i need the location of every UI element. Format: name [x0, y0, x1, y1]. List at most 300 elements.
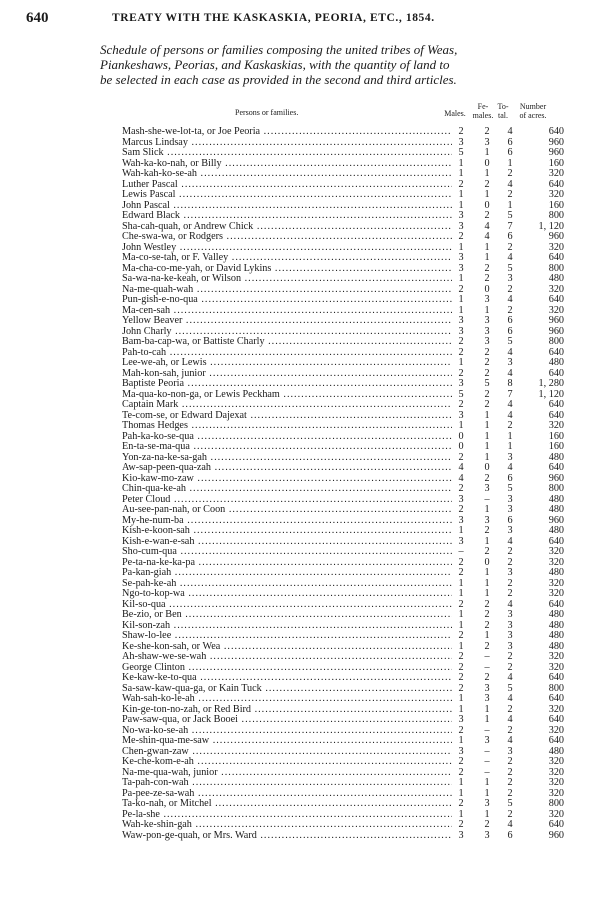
males-count: 3	[452, 747, 470, 758]
males-count: 1	[452, 810, 470, 821]
total-count: 2	[501, 768, 519, 779]
table-row	[120, 631, 580, 642]
females-count: 1	[478, 537, 496, 548]
total-count: 4	[501, 463, 519, 474]
total-count: 3	[501, 642, 519, 653]
person-name: En-ta-se-ma-qua .....	[122, 442, 452, 453]
person-name: Mah-kon-sah, junior .....	[122, 369, 452, 380]
males-count: 0	[452, 432, 470, 443]
acres-count: 160	[524, 201, 566, 212]
acres-count: 320	[524, 705, 566, 716]
acres-count: 640	[524, 736, 566, 747]
person-name: Chin-qua-ke-ah .....	[122, 484, 452, 495]
table-row	[120, 820, 580, 831]
acres-count: 640	[524, 820, 566, 831]
males-count: 2	[452, 652, 470, 663]
males-count: 2	[452, 348, 470, 359]
acres-count: 640	[524, 348, 566, 359]
total-count: 4	[501, 253, 519, 264]
person-name: Sa-saw-kaw-qua-ga, or Kain Tuck .....	[122, 684, 452, 695]
females-count: 1	[478, 505, 496, 516]
schedule-title-line: Piankeshaws, Peorias, and Kaskaskias, with the quantity of land to	[100, 57, 450, 72]
acres-count: 800	[524, 211, 566, 222]
females-count: 3	[478, 484, 496, 495]
females-count: 1	[478, 778, 496, 789]
acres-count: 160	[524, 442, 566, 453]
acres-count: 480	[524, 631, 566, 642]
total-count: 2	[501, 810, 519, 821]
person-name: John Charly .....	[122, 327, 452, 338]
total-count: 6	[501, 232, 519, 243]
acres-count: 640	[524, 715, 566, 726]
females-count: 2	[478, 526, 496, 537]
males-count: 1	[452, 306, 470, 317]
females-count: 2	[478, 211, 496, 222]
acres-count: 320	[524, 558, 566, 569]
acres-count: 480	[524, 747, 566, 758]
acres-count: 960	[524, 232, 566, 243]
person-name: Te-com-se, or Edward Dajexat .....	[122, 411, 452, 422]
table-row	[120, 610, 580, 621]
males-count: 1	[452, 789, 470, 800]
total-count: 2	[501, 306, 519, 317]
females-count: 3	[478, 684, 496, 695]
males-count: 3	[452, 253, 470, 264]
acres-count: 640	[524, 463, 566, 474]
males-count: 1	[452, 778, 470, 789]
acres-count: 320	[524, 810, 566, 821]
total-count: 1	[501, 442, 519, 453]
total-count: 4	[501, 295, 519, 306]
males-count: 3	[452, 715, 470, 726]
table-row	[120, 190, 580, 201]
acres-count: 320	[524, 778, 566, 789]
table-row	[120, 673, 580, 684]
person-name: Sam Slick .....	[122, 148, 452, 159]
total-count: 5	[501, 211, 519, 222]
table-row	[120, 421, 580, 432]
total-count: 4	[501, 736, 519, 747]
person-name: John Pascal .....	[122, 201, 452, 212]
table-row	[120, 505, 580, 516]
acres-count: 480	[524, 274, 566, 285]
females-count: 1	[478, 169, 496, 180]
total-count: 2	[501, 547, 519, 558]
total-count: 3	[501, 274, 519, 285]
acres-count: 320	[524, 190, 566, 201]
table-row	[120, 715, 580, 726]
total-count: 2	[501, 778, 519, 789]
total-count: 3	[501, 621, 519, 632]
person-name: Sa-wa-na-ke-keah, or Wilson .....	[122, 274, 452, 285]
females-count: 3	[478, 337, 496, 348]
females-count: 2	[478, 274, 496, 285]
acres-count: 640	[524, 127, 566, 138]
total-count: 6	[501, 516, 519, 527]
females-count: 2	[478, 621, 496, 632]
females-count: 1	[478, 306, 496, 317]
males-count: 1	[452, 169, 470, 180]
schedule-title-line: Schedule of persons or families composing the united tribes of Weas,	[100, 42, 458, 57]
females-count: 1	[478, 253, 496, 264]
acres-count: 320	[524, 421, 566, 432]
females-count: 2	[478, 390, 496, 401]
total-count: 3	[501, 495, 519, 506]
females-count: 1	[478, 579, 496, 590]
total-count: 4	[501, 348, 519, 359]
total-count: 2	[501, 757, 519, 768]
person-name: Chen-gwan-zaw .....	[122, 747, 452, 758]
males-count: 1	[452, 736, 470, 747]
males-count: 4	[452, 474, 470, 485]
males-count: 1	[452, 201, 470, 212]
total-count: 6	[501, 474, 519, 485]
females-count: 2	[478, 820, 496, 831]
schedule-title-line: be selected in each case as provided in the second and third articles.	[100, 72, 457, 87]
table-row	[120, 169, 580, 180]
females-count: 1	[478, 411, 496, 422]
running-title: TREATY WITH THE KASKASKIA, PEORIA, ETC., 1854.	[112, 12, 435, 24]
total-count: 2	[501, 190, 519, 201]
females-count: –	[478, 495, 496, 506]
males-count: 1	[452, 705, 470, 716]
person-name: Yon-za-na-ke-sa-gah .....	[122, 453, 452, 464]
person-name: Kio-kaw-mo-zaw .....	[122, 474, 452, 485]
total-count: 2	[501, 579, 519, 590]
total-count: 7	[501, 222, 519, 233]
column-headers	[120, 101, 580, 127]
total-count: 3	[501, 747, 519, 758]
acres-count: 960	[524, 474, 566, 485]
males-count: 2	[452, 180, 470, 191]
females-count: 2	[478, 673, 496, 684]
person-name: Aw-sap-peen-qua-zah .....	[122, 463, 452, 474]
females-count: 2	[478, 369, 496, 380]
person-name: Pa-kan-giah .....	[122, 568, 452, 579]
acres-count: 960	[524, 831, 566, 842]
total-count: 4	[501, 369, 519, 380]
person-name: Wah-ke-shin-gah .....	[122, 820, 452, 831]
total-count: 3	[501, 505, 519, 516]
males-count: 2	[452, 558, 470, 569]
person-name: George Clinton .....	[122, 663, 452, 674]
males-count: 2	[452, 453, 470, 464]
males-count: 2	[452, 505, 470, 516]
person-name: Lewis Pascal .....	[122, 190, 452, 201]
person-name: Se-pah-ke-ah .....	[122, 579, 452, 590]
person-name: Kish-e-wan-e-sah .....	[122, 537, 452, 548]
females-count: 3	[478, 138, 496, 149]
person-name: Me-shin-qua-me-saw .....	[122, 736, 452, 747]
females-count: –	[478, 757, 496, 768]
person-name: Bam-ba-cap-wa, or Battiste Charly .....	[122, 337, 452, 348]
males-count: 3	[452, 537, 470, 548]
females-count: 0	[478, 558, 496, 569]
males-count: 2	[452, 369, 470, 380]
total-count: 6	[501, 316, 519, 327]
person-name: John Westley .....	[122, 243, 452, 254]
males-count: 3	[452, 316, 470, 327]
total-count: 6	[501, 138, 519, 149]
females-count: 1	[478, 190, 496, 201]
males-count: 1	[452, 159, 470, 170]
table-row	[120, 337, 580, 348]
person-name: Ma-cen-sah .....	[122, 306, 452, 317]
acres-count: 800	[524, 799, 566, 810]
person-name: Ke-kaw-ke-to-qua .....	[122, 673, 452, 684]
table-row	[120, 295, 580, 306]
males-count: 1	[452, 274, 470, 285]
person-name: Pe-ta-na-ke-ka-pa .....	[122, 558, 452, 569]
total-count: 6	[501, 831, 519, 842]
total-count: 1	[501, 432, 519, 443]
person-name: Ke-she-kon-sah, or Wea .....	[122, 642, 452, 653]
males-count: 1	[452, 579, 470, 590]
females-count: 0	[478, 285, 496, 296]
column-header-males: Males.	[444, 109, 466, 118]
males-count: 1	[452, 526, 470, 537]
acres-count: 640	[524, 673, 566, 684]
females-count: 1	[478, 148, 496, 159]
males-count: 2	[452, 684, 470, 695]
females-count: 3	[478, 295, 496, 306]
person-name: Ta-pah-con-wah .....	[122, 778, 452, 789]
females-count: 4	[478, 222, 496, 233]
females-count: –	[478, 726, 496, 737]
acres-count: 480	[524, 642, 566, 653]
person-name: Au-see-pan-nah, or Coon .....	[122, 505, 452, 516]
total-count: 3	[501, 526, 519, 537]
total-count: 8	[501, 379, 519, 390]
total-count: 4	[501, 400, 519, 411]
table-row	[120, 526, 580, 537]
acres-count: 800	[524, 264, 566, 275]
acres-count: 640	[524, 600, 566, 611]
males-count: 2	[452, 337, 470, 348]
total-count: 1	[501, 159, 519, 170]
acres-count: 480	[524, 621, 566, 632]
males-count: 2	[452, 820, 470, 831]
total-count: 2	[501, 789, 519, 800]
person-name: Kish-e-koon-sah .....	[122, 526, 452, 537]
acres-count: 800	[524, 337, 566, 348]
males-count: 1	[452, 190, 470, 201]
females-count: 4	[478, 232, 496, 243]
table-row	[120, 316, 580, 327]
total-count: 2	[501, 243, 519, 254]
females-count: 0	[478, 201, 496, 212]
table-row	[120, 274, 580, 285]
person-name: Baptiste Peoria .....	[122, 379, 452, 390]
males-count: 2	[452, 663, 470, 674]
acres-count: 320	[524, 768, 566, 779]
males-count: 1	[452, 358, 470, 369]
table-row	[120, 211, 580, 222]
females-count: 2	[478, 264, 496, 275]
females-count: 3	[478, 694, 496, 705]
females-count: 1	[478, 631, 496, 642]
person-name: Ke-che-kom-e-ah .....	[122, 757, 452, 768]
page-number: 640	[26, 10, 49, 26]
total-count: 1	[501, 201, 519, 212]
males-count: 3	[452, 411, 470, 422]
person-name: Pah-to-cah .....	[122, 348, 452, 359]
females-count: 3	[478, 799, 496, 810]
males-count: 3	[452, 379, 470, 390]
total-count: 2	[501, 169, 519, 180]
total-count: 2	[501, 726, 519, 737]
table-row	[120, 568, 580, 579]
females-count: 1	[478, 568, 496, 579]
males-count: 2	[452, 757, 470, 768]
acres-count: 960	[524, 138, 566, 149]
females-count: 2	[478, 358, 496, 369]
person-name: Pa-pee-ze-sa-wah .....	[122, 789, 452, 800]
column-header-persons: Persons or families.	[235, 108, 299, 117]
table-row	[120, 463, 580, 474]
total-count: 4	[501, 537, 519, 548]
females-count: 2	[478, 642, 496, 653]
females-count: 2	[478, 610, 496, 621]
males-count: 2	[452, 484, 470, 495]
table-row	[120, 400, 580, 411]
acres-count: 320	[524, 285, 566, 296]
table-row	[120, 736, 580, 747]
females-count: 1	[478, 810, 496, 821]
acres-count: 320	[524, 243, 566, 254]
males-count: 2	[452, 127, 470, 138]
males-count: 2	[452, 285, 470, 296]
females-count: –	[478, 663, 496, 674]
males-count: 3	[452, 495, 470, 506]
females-count: 1	[478, 442, 496, 453]
acres-count: 480	[524, 358, 566, 369]
total-count: 3	[501, 568, 519, 579]
females-count: –	[478, 652, 496, 663]
page-header	[26, 10, 574, 32]
males-count: 2	[452, 726, 470, 737]
acres-count: 320	[524, 547, 566, 558]
total-count: 4	[501, 820, 519, 831]
acres-count: 480	[524, 453, 566, 464]
males-count: 3	[452, 327, 470, 338]
acres-count: 320	[524, 306, 566, 317]
males-count: –	[452, 547, 470, 558]
table-row	[120, 232, 580, 243]
females-count: 2	[478, 400, 496, 411]
total-count: 5	[501, 264, 519, 275]
total-count: 2	[501, 558, 519, 569]
person-name: Che-swa-wa, or Rodgers .....	[122, 232, 452, 243]
person-name: Lee-we-ah, or Lewis .....	[122, 358, 452, 369]
males-count: 3	[452, 264, 470, 275]
person-name: Ma-cha-co-me-yah, or David Lykins .....	[122, 264, 452, 275]
table-row	[120, 778, 580, 789]
acres-count: 960	[524, 327, 566, 338]
males-count: 2	[452, 631, 470, 642]
females-count: 5	[478, 379, 496, 390]
person-name: Pah-ka-ko-se-qua .....	[122, 432, 452, 443]
schedule-title	[100, 42, 570, 87]
person-name: Yellow Beaver .....	[122, 316, 452, 327]
total-count: 2	[501, 705, 519, 716]
total-count: 4	[501, 127, 519, 138]
person-name: Kil-son-zah .....	[122, 621, 452, 632]
acres-count: 320	[524, 726, 566, 737]
acres-count: 640	[524, 369, 566, 380]
females-count: 3	[478, 516, 496, 527]
acres-count: 320	[524, 757, 566, 768]
males-count: 2	[452, 600, 470, 611]
total-count: 2	[501, 652, 519, 663]
acres-count: 800	[524, 484, 566, 495]
males-count: 1	[452, 694, 470, 705]
person-name: Marcus Lindsay .....	[122, 138, 452, 149]
males-count: 2	[452, 568, 470, 579]
acres-count: 320	[524, 589, 566, 600]
table-row	[120, 253, 580, 264]
acres-count: 1, 280	[524, 379, 566, 390]
person-name: Na-me-quah-wah .....	[122, 285, 452, 296]
person-name: Waw-pon-ge-quah, or Mrs. Ward .....	[122, 831, 452, 842]
males-count: 1	[452, 589, 470, 600]
person-name: Wah-ka-ko-nah, or Billy .....	[122, 159, 452, 170]
acres-count: 480	[524, 505, 566, 516]
person-name: Ma-qua-ko-non-ga, or Lewis Peckham .....	[122, 390, 452, 401]
column-header-acres: Number of acres.	[519, 102, 547, 120]
person-name: Luther Pascal .....	[122, 180, 452, 191]
table-row	[120, 547, 580, 558]
total-count: 5	[501, 484, 519, 495]
total-count: 5	[501, 337, 519, 348]
females-count: 2	[478, 600, 496, 611]
total-count: 6	[501, 327, 519, 338]
males-count: 1	[452, 421, 470, 432]
table-row	[120, 442, 580, 453]
column-header-total: To- tal.	[497, 102, 509, 120]
person-name: Na-me-qua-wah, junior .....	[122, 768, 452, 779]
males-count: 3	[452, 222, 470, 233]
females-count: 3	[478, 736, 496, 747]
total-count: 4	[501, 180, 519, 191]
total-count: 3	[501, 453, 519, 464]
acres-count: 320	[524, 169, 566, 180]
total-count: 4	[501, 715, 519, 726]
males-count: 2	[452, 768, 470, 779]
females-count: 0	[478, 463, 496, 474]
person-name: Shaw-lo-lee .....	[122, 631, 452, 642]
acres-count: 640	[524, 694, 566, 705]
females-count: 3	[478, 327, 496, 338]
person-name: My-he-num-ba .....	[122, 516, 452, 527]
acres-count: 800	[524, 684, 566, 695]
table-row	[120, 694, 580, 705]
acres-count: 960	[524, 148, 566, 159]
females-count: 1	[478, 789, 496, 800]
total-count: 5	[501, 799, 519, 810]
females-count: 2	[478, 180, 496, 191]
person-name: Peter Cloud .....	[122, 495, 452, 506]
acres-count: 480	[524, 526, 566, 537]
total-count: 4	[501, 411, 519, 422]
males-count: 1	[452, 610, 470, 621]
males-count: 0	[452, 442, 470, 453]
person-name: Be-zio, or Ben .....	[122, 610, 452, 621]
acres-count: 1, 120	[524, 222, 566, 233]
acres-count: 640	[524, 400, 566, 411]
females-count: 2	[478, 547, 496, 558]
males-count: 3	[452, 211, 470, 222]
